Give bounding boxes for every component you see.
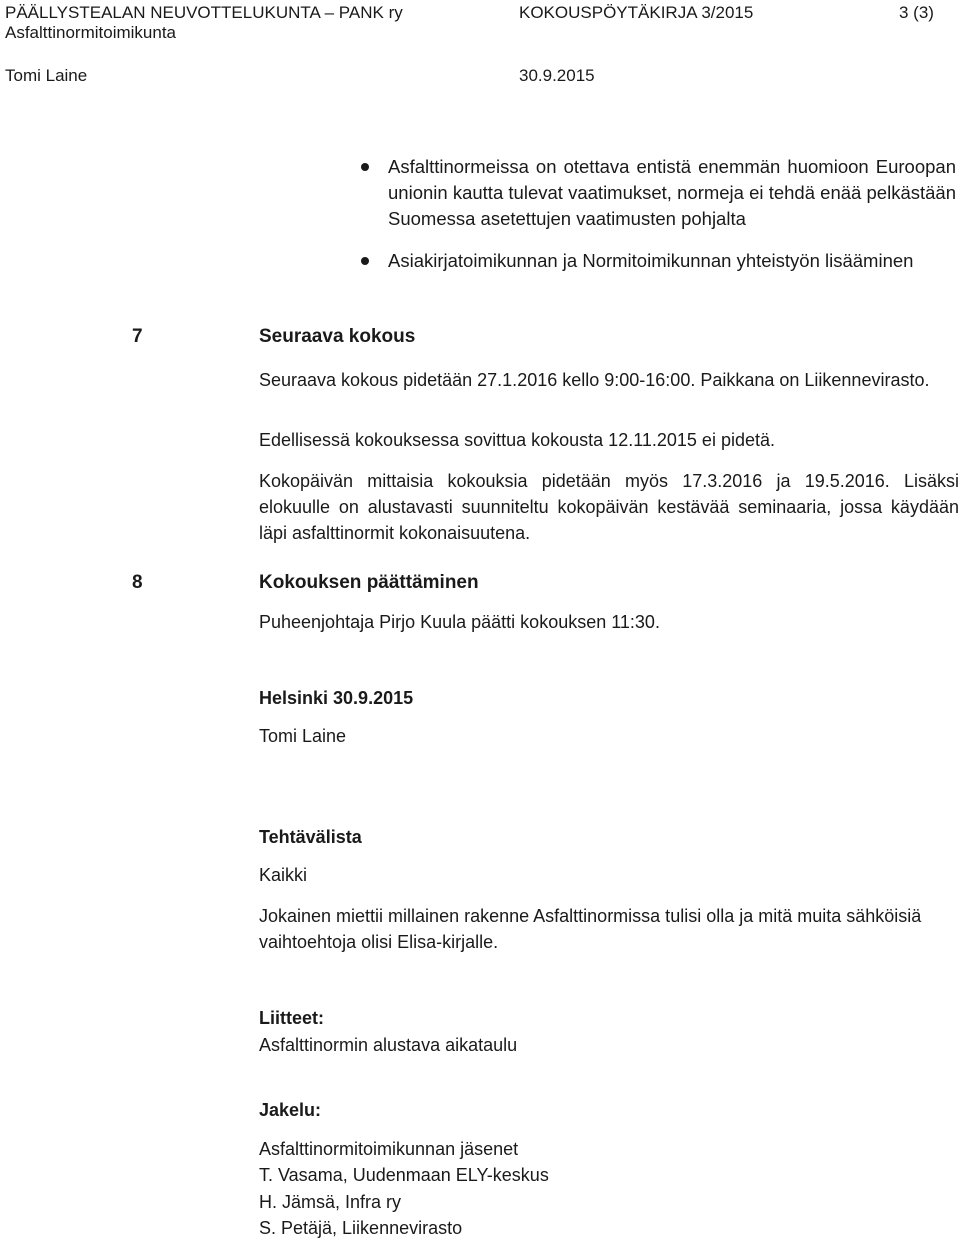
bullet-item: Asfalttinormeissa on otettava entistä enemmän huomioon Euroopan unionin kautta tulevat vaatimukset, normeja ei tehdä enää pelkästään Suomessa asetettujen vaatimusten pohjalta [388,156,956,229]
distribution-item: T. Vasama, Uudenmaan ELY-keskus [259,1165,549,1185]
task-assignee: Kaikki [259,865,308,885]
header-page-number: 3 (3) [899,3,934,22]
distribution-title: Jakelu: [259,1100,322,1120]
header-date: 30.9.2015 [519,66,595,85]
header-org: PÄÄLLYSTEALAN NEUVOTTELUKUNTA – PANK ry [5,3,403,22]
distribution-item: S. Petäjä, Liikennevirasto [259,1218,463,1238]
header-author: Tomi Laine [5,66,88,85]
section-8-paragraph-1: Puheenjohtaja Pirjo Kuula päätti kokouksen 11:30. [259,612,660,632]
bullet-dot [361,257,369,265]
section-7-paragraph-1: Seuraava kokous pidetään 27.1.2016 kello 9:00-16:00. Paikkana on Liikennevirasto. [259,370,930,390]
section-7-paragraph-3: Kokopäivän mittaisia kokouksia pidetään myös 17.3.2016 ja 19.5.2016. Lisäksi elokuulle on alustavasti suunniteltu kokopäivän kestävää seminaaria, jossa käydään läpi asfalttinormit kokonaisuutena. [259,471,959,543]
section-8-number: 8 [132,572,143,593]
section-7-number: 7 [132,326,143,347]
task-list-title: Tehtävälista [259,827,362,847]
signature-place-date: Helsinki 30.9.2015 [259,688,414,708]
task-description: Jokainen miettii millainen rakenne Asfalttinormissa tulisi olla ja mitä muita sähköisiä vaihtoehtoja olisi Elisa-kirjalle. [259,906,922,952]
section-7-title: Seuraava kokous [259,326,416,347]
attachment-item: Asfalttinormin alustava aikataulu [259,1035,518,1055]
distribution-item: H. Jämsä, Infra ry [259,1192,402,1212]
bullet-dot [361,163,369,171]
distribution-item: Asfalttinormitoimikunnan jäsenet [259,1139,519,1159]
section-7-paragraph-2: Edellisessä kokouksessa sovittua kokousta 12.11.2015 ei pidetä. [259,430,775,450]
header-doc-type: KOKOUSPÖYTÄKIRJA 3/2015 [519,3,754,22]
header-committee: Asfalttinormitoimikunta [5,23,177,42]
bullet-item: Asiakirjatoimikunnan ja Normitoimikunnan yhteistyön lisääminen [388,250,914,271]
signature-name: Tomi Laine [259,726,347,746]
attachments-title: Liitteet: [259,1008,324,1028]
section-8-title: Kokouksen päättäminen [259,572,479,593]
